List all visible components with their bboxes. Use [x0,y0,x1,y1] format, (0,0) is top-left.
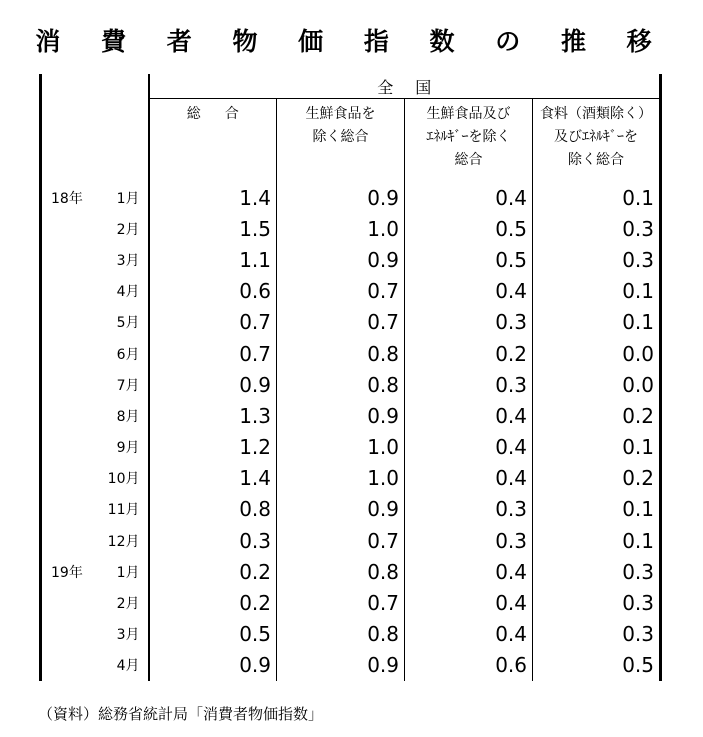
value-cell: 0.1 [533,182,661,213]
value-cell: 0.8 [277,369,405,400]
row-month: 1月 [116,564,140,581]
value-cell: 0.8 [277,338,405,369]
row-month: 4月 [116,658,140,675]
value-cell: 0.2 [405,338,533,369]
row-label-cell [41,400,149,431]
value-cell: 1.1 [149,244,277,275]
table-row [41,276,661,307]
row-label-cell [41,307,149,338]
source-note: （資料）総務省統計局「消費者物価指数」 [38,705,324,723]
column-header-line: 生鮮食品及び [426,106,511,122]
table-row [41,400,661,431]
value-cell: 0.3 [533,587,661,618]
row-year: 19年 [51,564,83,581]
value-cell: 0.4 [405,587,533,618]
value-cell: 0.3 [405,494,533,525]
row-month: 11月 [107,502,140,519]
value-cell: 0.6 [149,276,277,307]
value-cell: 0.5 [149,619,277,650]
table-row [41,619,661,650]
row-label-cell [41,619,149,650]
cpi-table [39,74,662,681]
row-month: 2月 [116,596,140,613]
value-cell: 0.9 [277,494,405,525]
column-header-line: ｴﾈﾙｷﾞｰを除く [426,129,511,145]
column-header-ex-fresh [277,99,405,183]
row-month: 9月 [116,440,140,457]
value-cell: 0.9 [277,400,405,431]
column-header-ex-food-energy [533,99,661,183]
value-cell: 0.3 [405,369,533,400]
table-row [41,213,661,244]
table-row [41,587,661,618]
value-cell: 0.1 [533,432,661,463]
row-label-cell [41,276,149,307]
header-group-row [41,74,661,99]
value-cell: 0.8 [277,619,405,650]
value-cell: 0.2 [149,556,277,587]
value-cell: 0.7 [277,307,405,338]
value-cell: 0.3 [405,525,533,556]
page-title: 消 費 者 物 価 指 数 の 推 移 [35,27,668,56]
value-cell: 0.7 [149,338,277,369]
row-month: 4月 [116,284,140,301]
value-cell: 0.0 [533,369,661,400]
table-row [41,244,661,275]
table-row [41,463,661,494]
value-cell: 0.9 [277,182,405,213]
row-label-cell [41,244,149,275]
value-cell: 0.8 [149,494,277,525]
value-cell: 0.9 [277,244,405,275]
value-cell: 1.0 [277,213,405,244]
row-month: 5月 [116,315,140,332]
value-cell: 0.4 [405,182,533,213]
column-header-line: 除く総合 [312,129,369,145]
row-label-cell [41,213,149,244]
row-month: 10月 [107,471,140,488]
table-row [41,369,661,400]
value-cell: 0.1 [533,525,661,556]
row-month: 7月 [116,377,140,394]
header-group-label: 全国 [149,74,661,99]
column-header-line: 総合 [454,152,483,168]
value-cell: 0.9 [149,650,277,681]
value-cell: 0.6 [405,650,533,681]
header-corner-cell [41,74,149,182]
row-label-cell [41,525,149,556]
value-cell: 0.9 [149,369,277,400]
row-label-cell [41,587,149,618]
column-header-line: 及びｴﾈﾙｷﾞｰを [554,129,638,145]
value-cell: 0.5 [533,650,661,681]
row-year: 18年 [51,190,83,207]
value-cell: 0.3 [533,619,661,650]
value-cell: 0.1 [533,494,661,525]
row-month: 3月 [116,627,140,644]
row-month: 1月 [116,190,140,207]
row-label-cell [41,650,149,681]
row-label-cell [41,556,149,587]
row-month: 12月 [107,533,140,550]
value-cell: 0.7 [149,307,277,338]
value-cell: 1.5 [149,213,277,244]
row-label-cell [41,432,149,463]
value-cell: 1.0 [277,463,405,494]
row-month: 3月 [116,252,140,269]
row-label-cell [41,338,149,369]
value-cell: 0.0 [533,338,661,369]
value-cell: 0.1 [533,276,661,307]
row-label-cell [41,463,149,494]
value-cell: 0.4 [405,556,533,587]
row-month: 8月 [116,408,140,425]
value-cell: 0.2 [533,463,661,494]
row-label-cell [41,182,149,213]
value-cell: 0.4 [405,463,533,494]
column-header-line: 食料（酒類除く） [540,106,652,122]
row-month: 2月 [116,221,140,238]
row-month: 6月 [116,346,140,363]
value-cell: 1.4 [149,463,277,494]
value-cell: 0.2 [533,400,661,431]
value-cell: 0.5 [405,213,533,244]
value-cell: 0.3 [405,307,533,338]
value-cell: 0.7 [277,276,405,307]
value-cell: 0.5 [405,244,533,275]
table-row [41,525,661,556]
table-row [41,338,661,369]
value-cell: 0.1 [533,307,661,338]
value-cell: 1.3 [149,400,277,431]
value-cell: 0.2 [149,587,277,618]
value-cell: 0.7 [277,587,405,618]
table-row [41,307,661,338]
table-row [41,494,661,525]
column-header-line: 生鮮食品を [305,106,376,122]
row-label-cell [41,494,149,525]
table-row [41,556,661,587]
table-row [41,182,661,213]
value-cell: 0.3 [149,525,277,556]
value-cell: 0.4 [405,432,533,463]
value-cell: 0.9 [277,650,405,681]
value-cell: 1.4 [149,182,277,213]
value-cell: 1.0 [277,432,405,463]
row-label-cell [41,369,149,400]
column-header-ex-fresh-energy [405,99,533,183]
table-row [41,650,661,681]
value-cell: 0.3 [533,213,661,244]
value-cell: 0.4 [405,619,533,650]
column-header-sogo [149,99,277,183]
value-cell: 0.3 [533,244,661,275]
value-cell: 0.4 [405,276,533,307]
column-header-line: 除く総合 [568,152,624,168]
value-cell: 0.7 [277,525,405,556]
column-header-line: 総合 [186,106,263,122]
value-cell: 0.3 [533,556,661,587]
table-row [41,432,661,463]
value-cell: 1.2 [149,432,277,463]
value-cell: 0.4 [405,400,533,431]
value-cell: 0.8 [277,556,405,587]
